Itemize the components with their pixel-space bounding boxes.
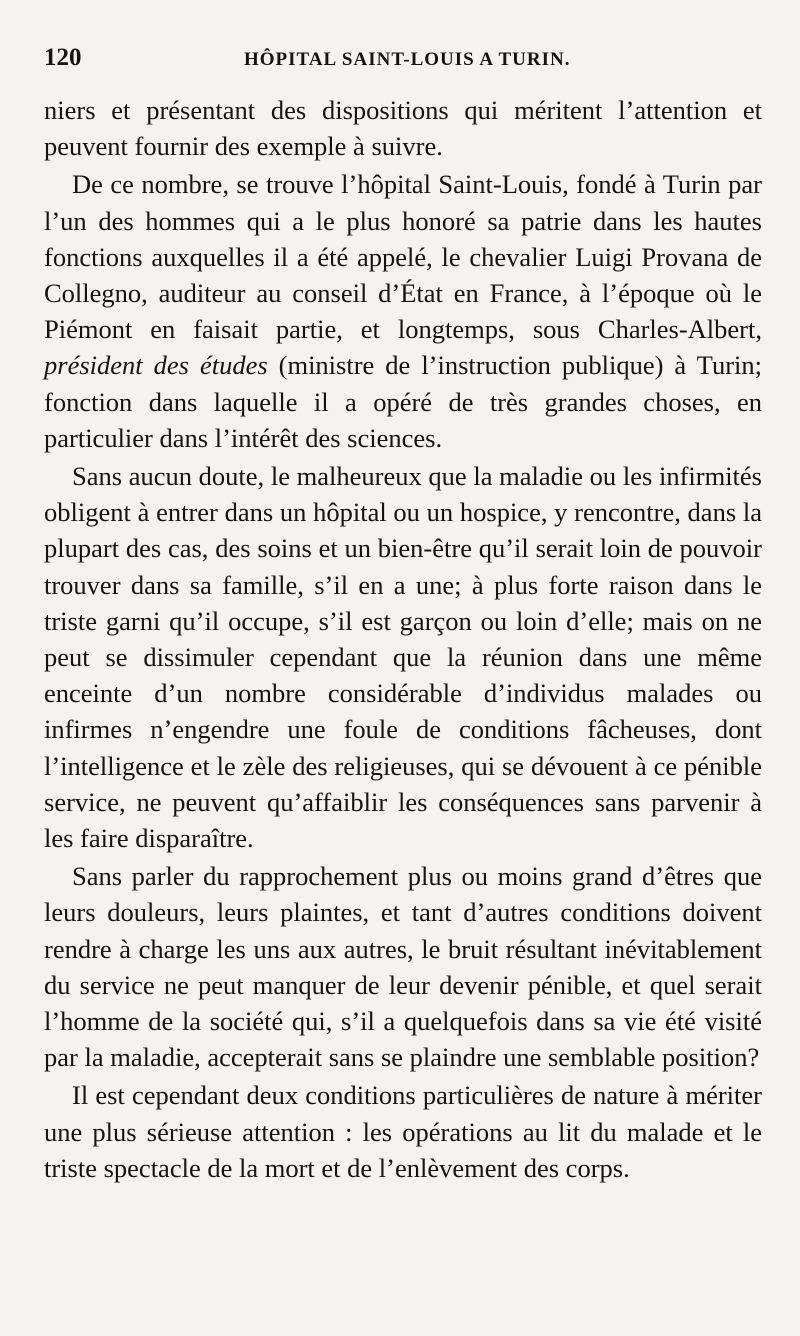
- paragraph-2-text-after: (ministre de l’instruction publique) à Turin; fonction dans laquelle il a opéré de très grandes choses, en particulier dans l’intérêt des sciences.: [44, 350, 762, 453]
- paragraph-2-italic-title: président des études: [44, 350, 268, 381]
- paragraph-4: Sans parler du rapprochement plus ou moins grand d’êtres que leurs douleurs, leurs plaintes, et tant d’autres conditions doivent rendre à charge les uns aux autres, le bruit résultant inévitablement du service ne peut manquer de leur devenir pénible, et quel serait l’homme de la société qui, s’il a quelquefois dans sa vie été visité par la maladie, accepterait sans se plaindre une semblable position?: [44, 861, 762, 1073]
- page-header: [44, 44, 762, 74]
- body-text: [44, 92, 762, 1186]
- paragraph-2: [44, 166, 762, 456]
- running-head: HÔPITAL SAINT-LOUIS A TURIN.: [244, 49, 571, 70]
- paragraph-3: Sans aucun doute, le malheureux que la maladie ou les infirmités obligent à entrer dans un hôpital ou un hospice, y rencontre, dans la plupart des cas, des soins et un bien-être qu’il serait loin de pouvoir trouver dans sa famille, s’il en a une; à plus forte raison dans le triste garni qu’il occupe, s’il est garçon ou loin d’elle; mais on ne peut se dissimuler cependant que la réunion dans une même enceinte d’un nombre considérable d’individus malades ou infirmes n’engendre une foule de conditions fâcheuses, dont l’intelligence et le zèle des religieuses, qui se dévouent à ce pénible service, ne peuvent qu’affaiblir les conséquences sans parvenir à les faire disparaître.: [44, 461, 762, 854]
- paragraph-2-text-before: De ce nombre, se trouve l’hôpital Saint-Louis, fondé à Turin par l’un des hommes qui a le plus honoré sa patrie dans les hautes fonctions auxquelles il a été appelé, le chevalier Luigi Provana de Collegno, auditeur au conseil d’État en France, à l’époque où le Piémont en faisait partie, et longtemps, sous Charles-Albert,: [44, 169, 762, 345]
- paragraph-1: niers et présentant des dispositions qui méritent l’attention et peuvent fournir des exemple à suivre.: [44, 95, 762, 162]
- page-number: 120: [44, 44, 82, 71]
- paragraph-5: Il est cependant deux conditions particulières de nature à mériter une plus sérieuse attention : les opérations au lit du malade et le triste spectacle de la mort et de l’enlèvement des corps.: [44, 1080, 762, 1183]
